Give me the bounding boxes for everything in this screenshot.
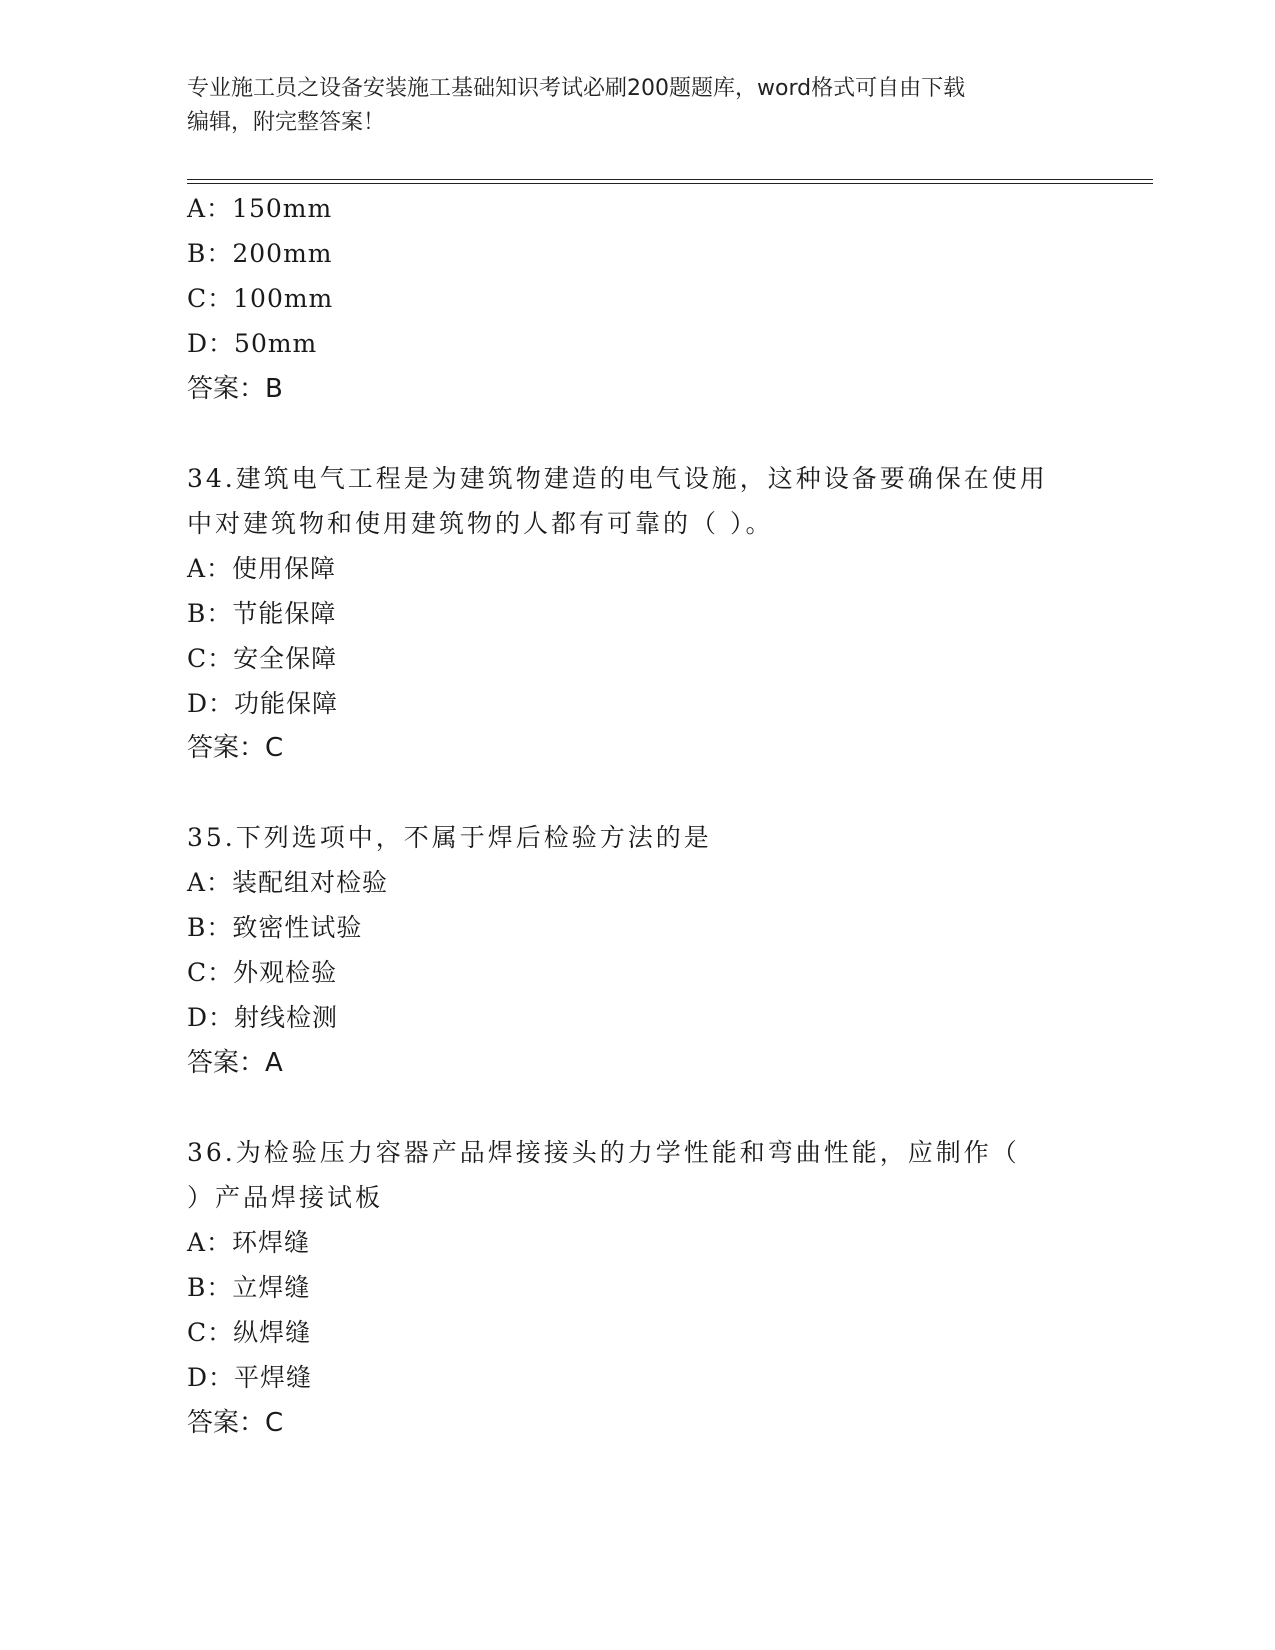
- q35-option-b: B：致密性试验: [187, 913, 363, 942]
- q34-option-a: A：使用保障: [187, 554, 337, 583]
- q36-answer: 答案：C: [187, 1408, 284, 1438]
- q34-text-line-2: 中对建筑物和使用建筑物的人都有可靠的（ ）。: [187, 509, 774, 538]
- header-line-2: 编辑，附完整答案！: [187, 110, 386, 135]
- header-divider-bottom: [187, 183, 1153, 184]
- q33-option-d: D：50mm: [187, 329, 318, 358]
- q34-option-c: C：安全保障: [187, 644, 338, 673]
- q36-option-d: D：平焊缝: [187, 1363, 313, 1392]
- header-divider-top: [187, 179, 1153, 180]
- q33-answer: 答案：B: [187, 374, 283, 404]
- q35-option-c: C：外观检验: [187, 958, 338, 987]
- q34-text-line-1: 34.建筑电气工程是为建筑物建造的电气设施，这种设备要确保在使用: [187, 464, 1048, 493]
- q35-option-d: D：射线检测: [187, 1003, 339, 1032]
- q36-text-line-2: ）产品焊接试板: [187, 1183, 384, 1212]
- q36-option-b: B：立焊缝: [187, 1273, 311, 1302]
- q34-option-d: D：功能保障: [187, 689, 339, 718]
- q33-option-b: B：200mm: [187, 239, 333, 268]
- q33-option-a: A：150mm: [187, 194, 333, 223]
- q35-answer: 答案：A: [187, 1048, 283, 1078]
- q35-option-a: A：装配组对检验: [187, 868, 389, 897]
- q33-option-c: C：100mm: [187, 284, 334, 313]
- q36-text-line-1: 36.为检验压力容器产品焊接接头的力学性能和弯曲性能，应制作（: [187, 1138, 1020, 1167]
- q36-option-a: A：环焊缝: [187, 1228, 311, 1257]
- q34-option-b: B：节能保障: [187, 599, 337, 628]
- q35-text-line-1: 35.下列选项中，不属于焊后检验方法的是: [187, 823, 712, 852]
- page-header: [187, 72, 1087, 140]
- header-line-1: 专业施工员之设备安装施工基础知识考试必刷200题题库，word格式可自由下载: [187, 76, 966, 101]
- q34-answer: 答案：C: [187, 733, 284, 763]
- q36-option-c: C：纵焊缝: [187, 1318, 312, 1347]
